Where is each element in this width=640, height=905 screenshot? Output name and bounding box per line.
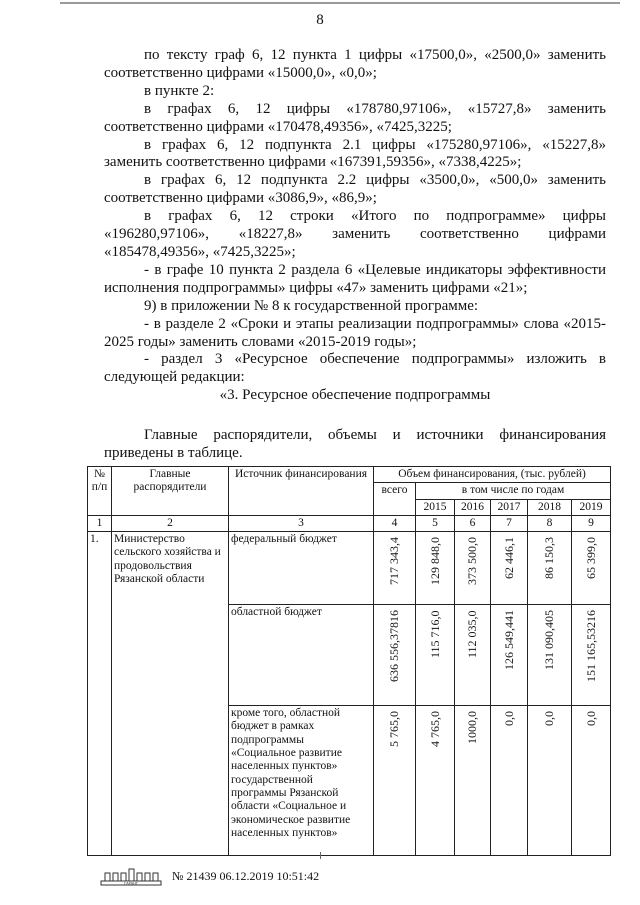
value-cell [455, 532, 491, 605]
paragraph: в графах 6, 12 подпункта 2.1 цифры «175280,97106», «15227,8» заменить соответственно цифрами «167391,59356», «7338,4225»; [104, 136, 606, 171]
financing-table [87, 466, 611, 856]
document-body [104, 47, 606, 463]
value: 86 150,3 [542, 537, 556, 580]
value: 0,0 [542, 711, 556, 727]
value: 636 556,37816 [387, 610, 401, 683]
header-including: в том числе по годам [416, 483, 611, 499]
header-managers: Главные распорядители [112, 467, 229, 516]
column-number: 4 [374, 515, 416, 531]
value: 62 446,1 [501, 537, 516, 580]
value-cell [528, 706, 572, 856]
value: 129 848,0 [427, 537, 442, 586]
paragraph: по тексту граф 6, 12 пункта 1 цифры «17500,0», «2500,0» заменить соответственно цифрами «15000,0», «0,0»; [104, 47, 606, 81]
header-year: 2018 [528, 499, 572, 515]
value: 717 343,4 [387, 537, 401, 586]
source-additional: кроме того, областной бюджет в рамках подпрограммы «Социальное развитие населенных пунктов» государственной программы Рязанской области «Социальное и экономическое развитие населенных пунктов» [229, 706, 374, 856]
value-cell [416, 605, 455, 706]
value-cell [374, 706, 416, 856]
value: 1000,0 [465, 711, 479, 745]
value-cell [374, 605, 416, 706]
value: 65 399,0 [583, 537, 598, 580]
section-heading: «3. Ресурсное обеспечение подпрограммы [219, 387, 491, 404]
header-num: № п/п [88, 467, 112, 516]
value-cell [455, 706, 491, 856]
value: 0,0 [501, 711, 516, 727]
header-total: всего [374, 483, 416, 516]
column-number: 6 [455, 515, 491, 531]
value: 112 035,0 [465, 610, 479, 659]
value-cell [572, 605, 611, 706]
value-cell [572, 706, 611, 856]
value-cell [416, 706, 455, 856]
paragraph: - раздел 3 «Ресурсное обеспечение подпрограммы» изложить в следующей редакции: [104, 351, 606, 386]
source-federal: федеральный бюджет [229, 532, 374, 605]
paragraph: - в графе 10 пункта 2 раздела 6 «Целевые индикаторы эффективности исполнения подпрограммы» цифры «47» заменить цифрами «21»; [104, 261, 606, 296]
document-registration: № 21439 06.12.2019 10:51:42 [172, 869, 320, 883]
value: 4 765,0 [427, 711, 442, 748]
header-source: Источник финансирования [229, 467, 374, 516]
value: 5 765,0 [387, 711, 401, 748]
page-number: 8 [316, 12, 324, 28]
manager-name: Министерство сельского хозяйства и продовольствия Рязанской области [112, 532, 229, 856]
source-regional: областной бюджет [229, 605, 374, 706]
paragraph: 9) в приложении № 8 к государственной программе: [144, 297, 479, 314]
header-year: 2016 [455, 499, 491, 515]
value-cell [374, 532, 416, 605]
value: 373 500,0 [465, 537, 479, 586]
header-year: 2015 [416, 499, 455, 515]
row-number: 1. [88, 532, 112, 856]
bottom-tick-mark [320, 852, 321, 859]
header-volume: Объем финансирования, (тыс. рублей) [374, 467, 611, 483]
value-cell [491, 605, 528, 706]
value-cell [491, 706, 528, 856]
paragraph: в графах 6, 12 подпункта 2.2 цифры «3500,0», «500,0» заменить соответственно цифрами «3086,9», «86,9»; [104, 172, 606, 207]
page-top-border [60, 2, 620, 4]
header-year: 2017 [491, 499, 528, 515]
spacer [104, 405, 606, 427]
value: 0,0 [583, 711, 598, 727]
value-cell [491, 532, 528, 605]
column-number: 1 [88, 515, 112, 531]
column-number: 5 [416, 515, 455, 531]
paragraph: в графах 6, 12 строки «Итого по подпрограмме» цифры «196280,97106», «18227,8» заменить соответственно цифрами «185478,49356», «7425,3225»; [104, 208, 606, 260]
column-number: 3 [229, 515, 374, 531]
value-cell [455, 605, 491, 706]
value-cell [528, 532, 572, 605]
value-cell [572, 532, 611, 605]
header-year: 2019 [572, 499, 611, 515]
value: 126 549,441 [501, 610, 516, 671]
value: 151 165,53216 [583, 610, 598, 683]
logo-text: ГАРАНТ [124, 881, 138, 886]
paragraph: в графах 6, 12 цифры «178780,97106», «15727,8» заменить соответственно цифрами «170478,49356», «7425,3225; [104, 100, 606, 135]
column-number: 8 [528, 515, 572, 531]
paragraph: Главные распорядители, объемы и источники финансирования приведены в таблице. [104, 427, 606, 462]
column-number: 2 [112, 515, 229, 531]
value-cell [528, 605, 572, 706]
paragraph: в пункте 2: [144, 82, 215, 99]
value-cell [416, 532, 455, 605]
garant-logo-icon [100, 866, 162, 886]
value: 115 716,0 [427, 610, 442, 659]
value: 131 090,405 [542, 610, 556, 671]
column-number: 7 [491, 515, 528, 531]
column-number: 9 [572, 515, 611, 531]
paragraph: - в разделе 2 «Сроки и этапы реализации подпрограммы» слова «2015-2025 годы» заменить словами «2015-2019 годы»; [104, 315, 606, 350]
